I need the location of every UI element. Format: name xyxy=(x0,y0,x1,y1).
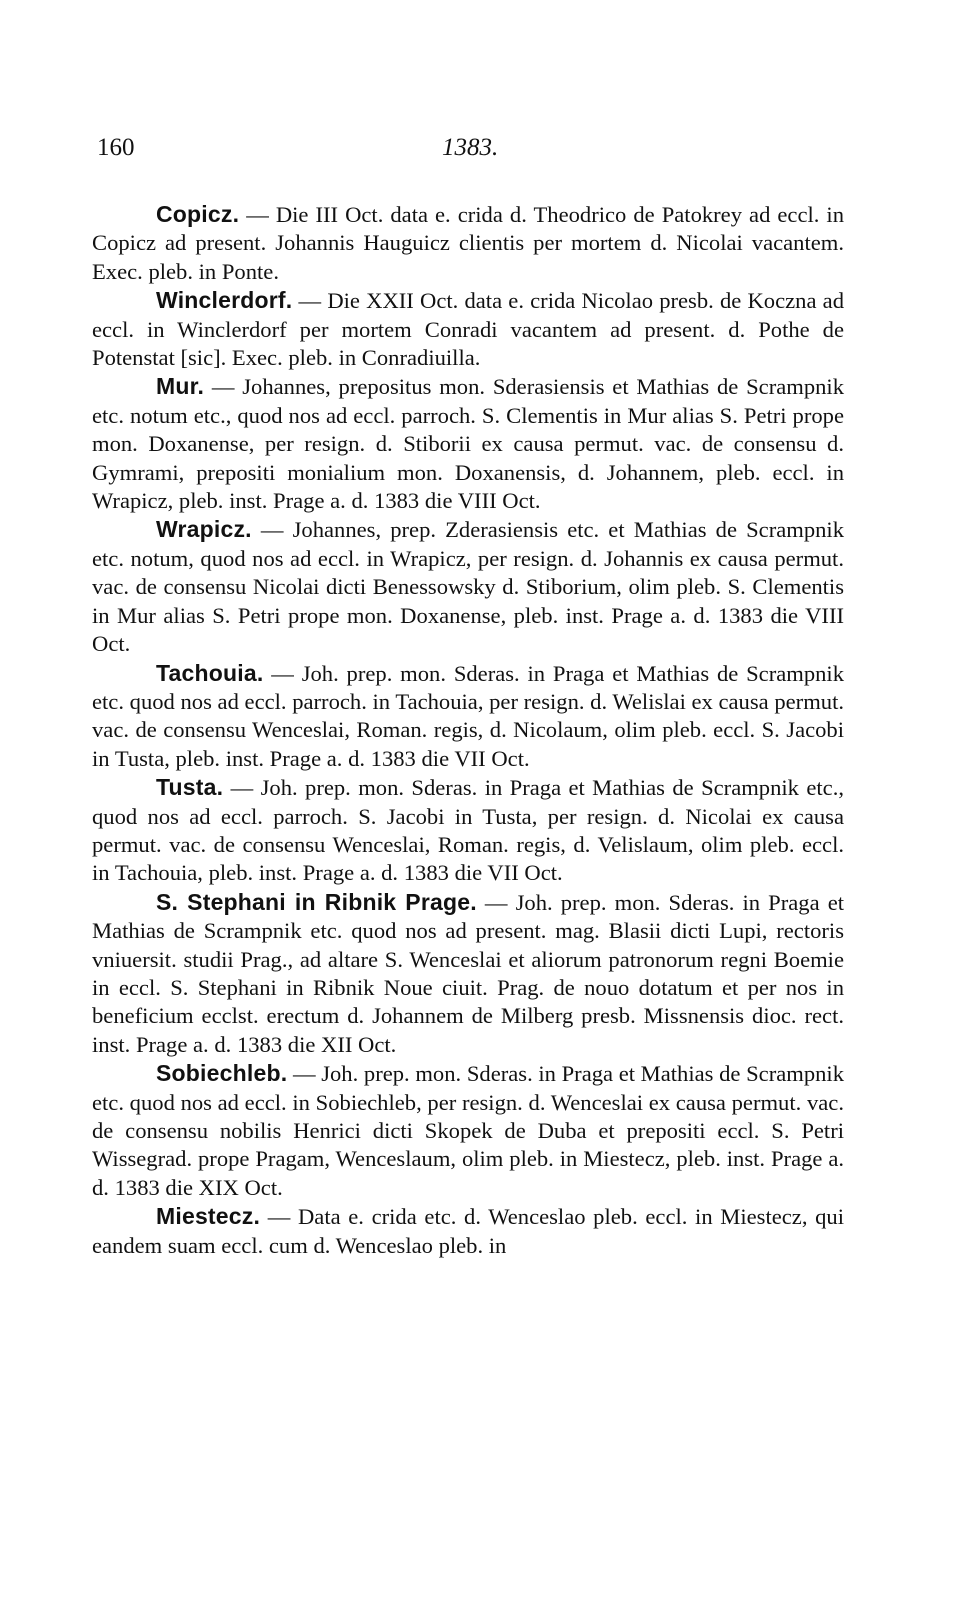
entry-tusta xyxy=(92,773,844,888)
entry-text: — Die III Oct. data e. crida d. Theodrico de Patokrey ad eccl. in Copicz ad present. Johannis Hauguicz clientis per mortem d. Nicolai vacantem. Exec. pleb. in Ponte. xyxy=(92,202,844,284)
entry-text: — Johannes, prep. Zderasiensis etc. et Mathias de Scrampnik etc. notum, quod nos ad eccl. in Wrapicz, per resign. d. Johannis ex causa permut. vac. de consensu Nicolai dicti Benessowsky d. Stiborium, olim pleb. S. Clementis in Mur alias S. Petri prope mon. Doxanense, pleb. inst. Prage a. d. 1383 die VIII Oct. xyxy=(92,517,844,657)
entry-heading: Winclerdorf. xyxy=(156,287,293,314)
entry-text: — Joh. prep. mon. Sderas. in Praga et Mathias de Scrampnik etc. quod nos ad present. mag. Blasii dicti Lupi, rectoris vniuersit. studii Prag., ad altare S. Wenceslai et aliorum patronorum regni Boemie in eccl. S. Stephani in Ribnik Noue ciuit. Prag. de nouo dotatum et per nos in beneficium ecclst. erectum d. Johannem de Milberg presb. Missnensis dioc. rect. inst. Prage a. d. 1383 die XII Oct. xyxy=(92,889,845,1057)
entry-heading: S. Stephani in Ribnik Prage. xyxy=(156,888,477,915)
entry-text: — Die XXII Oct. data e. crida Nicolao presb. de Koczna ad eccl. in Winclerdorf per mortem Conradi vacantem ad present. d. Pothe de Potenstat [sic]. Exec. pleb. in Conradiuilla. xyxy=(92,288,844,371)
entry-text: — Joh. prep. mon. Sderas. in Praga et Mathias de Scrampnik etc. quod nos ad eccl. parroch. in Tachouia, per resign. d. Welislai ex causa permut. vac. de consensu Wenceslai, Roman. regis, d. Nicolaum, olim pleb. eccl. S. Jacobi in Tusta, pleb. inst. Prage a. d. 1383 die VII Oct. xyxy=(92,660,844,771)
entry-heading: Tachouia. xyxy=(156,659,264,686)
entry-text: — Joh. prep. mon. Sderas. in Praga et Mathias de Scrampnik etc. quod nos ad eccl. in Sobiechleb, per resign. d. Wenceslai ex causa permut. vac. de consensu nobilis Henrici dicti Skopek de Duba et prepositi eccl. S. Petri Wissegrad. prope Pragam, Wenceslaum, olim pleb. in Miestecz, pleb. inst. Prage a. d. 1383 die XIX Oct. xyxy=(92,1061,844,1200)
entry-heading: Tusta. xyxy=(156,774,224,801)
entry-text: — Data e. crida etc. d. Wenceslao pleb. eccl. in Miestecz, qui eandem suam eccl. cum d. Wenceslao pleb. in xyxy=(92,1204,844,1258)
entry-heading: Copicz. xyxy=(156,201,240,227)
entry-sobiechleb xyxy=(92,1059,844,1202)
entry-heading: Sobiechleb. xyxy=(156,1060,288,1087)
entry-winclerdorf xyxy=(92,286,844,372)
entry-tachouia xyxy=(92,659,844,774)
entry-miestecz xyxy=(92,1202,844,1260)
running-title-year: 1383. xyxy=(442,134,499,161)
page-number: 160 xyxy=(97,134,135,161)
entry-heading: Mur. xyxy=(156,373,205,400)
entry-text: — Joh. prep. mon. Sderas. in Praga et Mathias de Scrampnik etc., quod nos ad eccl. parroch. S. Jacobi in Tusta, per resign. d. Nicolai ex causa permut. vac. de consensu Wenceslai, Roman. regis, d. Velislaum, olim pleb. eccl. in Tachouia, pleb. inst. Prage a. d. 1383 die VII Oct. xyxy=(92,775,844,886)
entry-mur xyxy=(92,372,844,515)
entry-text: — Johannes, prepositus mon. Sderasiensis et Mathias de Scrampnik etc. notum etc., quod nos ad eccl. parroch. S. Clementis in Mur alias S. Petri prope mon. Doxanense, per resign. d. Stiborii ex causa permut. vac. de consensu d. Gymrami, prepositi monialium mon. Doxanensis, d. Johannem, pleb. eccl. in Wrapicz, pleb. inst. Prage a. d. 1383 die VIII Oct. xyxy=(92,374,844,514)
entry-wrapicz xyxy=(92,515,844,658)
running-header xyxy=(97,134,845,168)
entry-copicz xyxy=(92,200,844,286)
document-body xyxy=(92,200,844,1260)
entry-heading: Wrapicz. xyxy=(156,516,252,543)
entry-heading: Miestecz. xyxy=(156,1203,261,1230)
entry-s-stephani xyxy=(92,888,844,1059)
